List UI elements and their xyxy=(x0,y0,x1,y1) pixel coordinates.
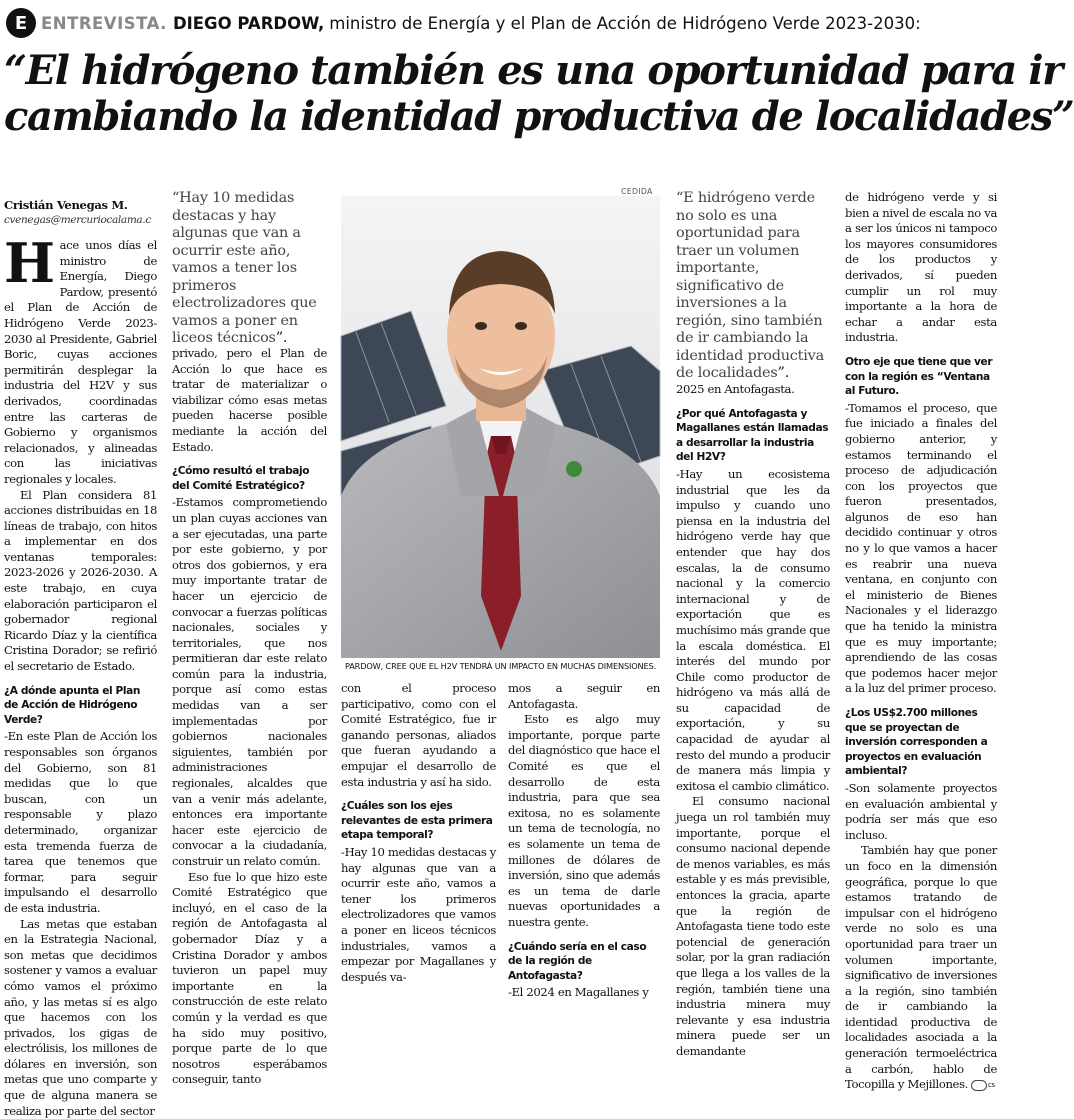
lead-paragraph: Hace unos días el ministro de Energía, Diego Pardow, presentó el Plan de Acción de Hidrógeno Verde 2023-2030 al Presidente, Gabriel Boric, cuyas acciones permitirán desplegar la industria del H2V y sus derivados, coordinadas entre las carteras de Gobierno y organismos relacionados, y alineadas con las iniciativas regionales y locales. xyxy=(4,231,157,486)
paragraph: -Tomamos el proceso, que fue iniciado a finales del gobierno anterior, y estamos terminando el proceso de adjudicación con los proyectos que fueron presentados, algunos de eso han decidido continuar y otros no y lo que vamos a hacer es reabrir una nueva ventana, en conjunto con el ministerio de Bienes Nacionales y el liderazgo que ha tenido la ministra que es muy importante; aprendiendo de las cosas que podemos hacer mejor a la luz del primer proceso. xyxy=(845,400,997,696)
byline-author: Cristián Venegas M. xyxy=(4,198,128,212)
column-1 xyxy=(4,198,157,1118)
paragraph: -El 2024 en Magallanes y xyxy=(508,985,649,1000)
minister-portrait-photo xyxy=(341,196,660,658)
pull-quote-2: “E hidrógeno verde no solo es una oportunidad para traer un volumen importante, significativo de inversiones a la región, sino también de ir cambiando la identidad productiva de localidades”. xyxy=(676,190,824,381)
interview-question: ¿Cuándo sería en el caso de la región de Antofagasta? xyxy=(508,940,647,982)
paragraph: El Plan considera 81 acciones distribuidas en 18 líneas de trabajo, con hitos a implementar en dos ventanas temporales: 2023-2026 y 2026-2030. A este trabajo, en cuya elaboración participaron el gobernador regional Ricardo Díaz y la científica Cristina Dorador; se refirió el secretario de Estado. xyxy=(4,487,157,674)
paragraph: Las metas que estaban en la Estrategia Nacional, son metas que decidimos sostener y vamos a evaluar cómo vamos el próximo año, y las metas sí es algo que hacemos con los privados, los gigas de electrólisis, los millones de dólares en inversión, son metas que uno comparte y que de alguna manera se realiza por parte del sector xyxy=(4,916,157,1118)
paragraph: Eso fue lo que hizo este Comité Estratégico que incluyó, en el caso de la región de Antofagasta al gobernador Díaz y a Cristina Dorador y ambos tuvieron un papel muy importante en la construcción de este relato común y la verdad es que ha sido muy positivo, porque parte de lo que nosotros esperábamos conseguir, tanto xyxy=(172,869,327,1087)
paragraph: con el proceso participativo, como con el Comité Estratégico, fue ir ganando personas, aliados que fueran ayudando a empujar el desarrollo de esta industria y así ha sido. xyxy=(341,681,496,789)
column-6 xyxy=(845,190,998,1092)
paragraph: -Hay 10 medidas destacas y hay algunas que van a ocurrir este año, vamos a tener los primeros electrolizadores que vamos a poner en liceos técnicos industriales, vamos a empezar por Magallanes y después va- xyxy=(341,844,496,984)
photo-caption: PARDOW, CREE QUE EL H2V TENDRÁ UN IMPACTO EN MUCHAS DIMENSIONES. xyxy=(344,661,657,671)
headline-line-2: cambiando la identidad productiva de localidades” xyxy=(4,93,1074,140)
headline-line-1: “El hidrógeno también es una oportunidad para ir xyxy=(4,47,1062,94)
paragraph: El consumo nacional juega un rol también muy importante, porque el consumo nacional depende de menos variables, es más estable y es más previsible, entonces la gracia, aparte que la región de Antofagasta tiene todo este potencial de generación solar, por la gran radiación que llega a los valles de la región, también tiene una industria minera muy relevante y esa industria minera puede ser un demandante xyxy=(676,794,830,1058)
paragraph: También hay que poner un foco en la dimensión geográfica, porque lo que estamos tratando de impulsar con el hidrógeno verde no solo es una oportunidad para traer un volumen importante, significativo de inversiones a la región, sino también de ir cambiando la identidad productiva de localidades asociada a la generación termoeléctrica a carbón, hablo de Tocopilla y Mejillones. cs xyxy=(845,843,997,1092)
column-2 xyxy=(172,346,327,1087)
headline xyxy=(4,47,1074,140)
paragraph: Esto es algo muy importante, porque parte del diagnóstico que hace el Comité es que el desarrollo de esta industria, para que sea exitosa, no es solamente un tema de tecnología, no es solamente un tema de millones de dólares de inversión, sino que además es un tema de darle nuevas oportunidades a nuestra gente. xyxy=(508,712,660,929)
section-label: ENTREVISTA. xyxy=(41,13,167,33)
interview-question: ¿Cómo resultó el trabajo del Comité Estratégico? xyxy=(172,465,310,492)
interviewee-role: ministro de Energía y el Plan de Acción de Hidrógeno Verde 2023-2030: xyxy=(329,13,921,33)
interviewee-name: DIEGO PARDOW, xyxy=(172,13,325,33)
end-of-article-mark: cs xyxy=(971,1080,987,1091)
interview-question: ¿Los US$2.700 millones que se proyectan de inversión corresponden a proyectos en evaluación ambiental? xyxy=(845,707,988,778)
paragraph: privado, pero el Plan de Acción lo que hace es tratar de materializar o viabilizar cómo esas metas pueden hacerse posible mediante la acción del Estado. xyxy=(172,346,327,454)
column-5 xyxy=(676,382,830,1058)
interview-question: Otro eje que tiene que ver con la región es “Ventana al Futuro. xyxy=(845,355,993,398)
paragraph: de hidrógeno verde y si bien a nivel de escala no va a ser los únicos ni tampoco los mayores consumidores de los productos y derivados, sí pueden cumplir un rol muy importante a la hora de echar a andar esta industria. xyxy=(845,190,998,345)
photo-credit: CEDIDA xyxy=(621,187,653,196)
paragraph: -Hay un ecosistema industrial que les da impulso y cuando uno piensa en la industria del hidrógeno verde hay que entender que hay dos escalas, la de consumo nacional y la comercio internacional y de exportación que es muchísimo más grande que la escala doméstica. El interés del mundo por Chile como productor de hidrógeno va más allá de su capacidad de exportación, y su capacidad de ayudar al resto del mundo a producir de manera más limpia y exitosa el cambio climático. xyxy=(676,466,830,793)
drop-cap: H xyxy=(4,231,55,295)
byline-email: cvenegas@mercuriocalama.c xyxy=(4,214,151,226)
interview-question: ¿Cuáles son los ejes relevantes de esta primera etapa temporal? xyxy=(341,800,493,842)
pull-quote-1: “Hay 10 medidas destacas y hay algunas que van a ocurrir este año, vamos a tener los primeros electrolizadores que vamos a poner en liceos técnicos”. xyxy=(172,190,317,346)
portrait-illustration xyxy=(341,196,660,658)
column-3 xyxy=(341,681,496,984)
column-4 xyxy=(508,681,660,1000)
interview-question: ¿Por qué Antofagasta y Magallanes están llamadas a desarrollar la industria del H2V? xyxy=(676,407,829,464)
kicker-line xyxy=(6,8,996,38)
interview-question: ¿A dónde apunta el Plan de Acción de Hidrógeno Verde? xyxy=(4,684,140,726)
paragraph: -Estamos comprometiendo un plan cuyas acciones van a ser ejecutadas, una parte por este gobierno, y por otros dos gobiernos, y era muy importante tratar de hacer un ejercicio de convocar a fuerzas políticas nacionales, sociales y territoriales, que nos permitieran dar este relato común para la industria, porque así como estas medidas van a ser implementadas por gobiernos nacionales siguientes, también por administraciones regionales, alcaldes que van a venir más adelante, entonces era importante hacer este ejercicio de convocar a la ciudadanía, construir un relato común. xyxy=(172,495,327,868)
paragraph: -En este Plan de Acción los responsables son órganos del Gobierno, son 81 medidas que lo que buscan, con un responsable y plazo determinado, organizar esta tremenda fuerza de tarea que tenemos que formar, para seguir impulsando el desarrollo de esta industria. xyxy=(4,729,157,915)
section-badge: E xyxy=(6,8,36,38)
paragraph: 2025 en Antofagasta. xyxy=(676,382,795,396)
paragraph: -Son solamente proyectos en evaluación ambiental y podría ser más que eso incluso. xyxy=(845,780,997,842)
paragraph: mos a seguir en Antofagasta. xyxy=(508,681,660,711)
